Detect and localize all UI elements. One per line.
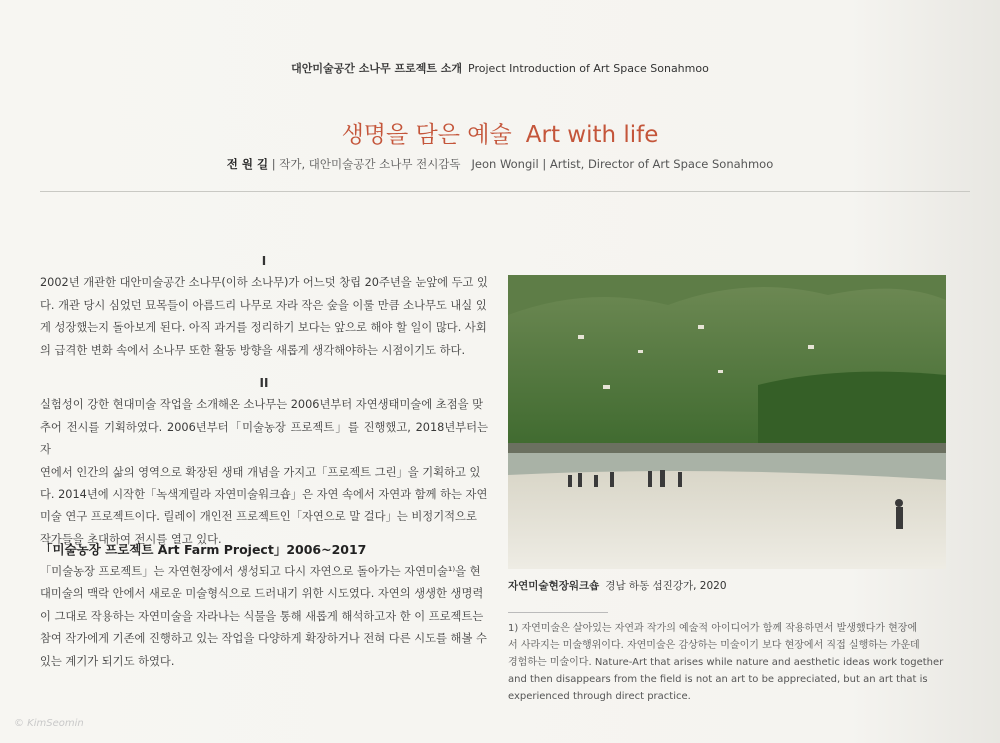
footnote-line: 경험하는 미술이다. Nature-Art that arises while nature and aesthetic ideas work together	[508, 657, 944, 668]
workshop-photo	[508, 275, 946, 569]
section-1	[40, 250, 488, 362]
paragraph-line: 대미술의 맥락 안에서 새로운 미술형식으로 드러내기 위한 시도였다. 자연의 생생한 생명력	[40, 587, 484, 601]
paragraph-line: 「미술농장 프로젝트」는 자연현장에서 생성되고 다시 자연으로 돌아가는 자연미술¹⁾을 현	[40, 565, 481, 578]
article-title	[0, 116, 1000, 149]
photo-caption	[508, 578, 727, 593]
footnote-line: 1) 자연미술은 살아있는 자연과 작가의 예술적 아이디어가 함께 작용하면서 발생했다가 현장에	[508, 623, 918, 634]
subsection-heading: 「미술농장 프로젝트 Art Farm Project」2006~2017	[40, 542, 367, 557]
footnote-divider	[508, 612, 608, 613]
paragraph-line: 이 그대로 작용하는 자연미술을 자라나는 식물을 통해 새롭게 해석하고자 한 이 프로젝트는	[40, 609, 484, 623]
caption-title: 자연미술현장워크숍	[508, 580, 600, 592]
section-numeral: II	[259, 376, 269, 390]
paragraph-line: 실험성이 강한 현대미술 작업을 소개해온 소나무는 2006년부터 자연생태미술에 초점을 맞	[40, 398, 484, 412]
paragraph-line: 의 급격한 변화 속에서 소나무 또한 활동 방향을 새롭게 생각해야하는 시점이기도 하다.	[40, 343, 466, 357]
paragraph-line: 있는 계기가 되기도 하였다.	[40, 654, 175, 668]
paragraph-line: 2002년 개관한 대안미술공간 소나무(이하 소나무)가 어느덧 창립 20주년을 눈앞에 두고 있	[40, 276, 488, 290]
author-name: 전 원 길	[226, 157, 269, 171]
footnote-line: and then disappears from the field is not an art to be appreciated, but an art that is	[508, 674, 928, 685]
series-kicker	[0, 60, 1000, 76]
byline	[0, 156, 1000, 172]
author-role-korean: | 작가, 대안미술공간 소나무 전시감독	[271, 157, 461, 171]
paragraph-line: 연에서 인간의 삶의 영역으로 확장된 생태 개념을 가지고「프로젝트 그린」을 기획하고 있	[40, 465, 481, 479]
kicker-korean: 대안미술공간 소나무 프로젝트 소개	[291, 62, 463, 75]
subsection-body	[40, 561, 488, 673]
paragraph-line: 다. 개관 당시 심었던 묘목들이 아름드리 나무로 자라 작은 숲을 이룰 만큼 소나무도 내실 있	[40, 298, 487, 312]
footnote	[508, 620, 948, 705]
paragraph-line: 참여 작가에게 기존에 진행하고 있는 작업을 다양하게 확장하거나 전혀 다른 시도를 해볼 수	[40, 632, 487, 646]
header-divider	[40, 191, 970, 192]
author-english: Jeon Wongil | Artist, Director of Art Space Sonahmoo	[471, 157, 774, 171]
footnote-line: experienced through direct practice.	[508, 691, 691, 702]
paragraph-line: 미술 연구 프로젝트이다. 릴레이 개인전 프로젝트인「자연으로 말 걸다」는 비정기적으로	[40, 510, 477, 524]
footnote-line: 서 사라지는 미술행위이다. 자연미술은 감상하는 미술이기 보다 현장에서 직접 실행하는 가운데	[508, 640, 920, 651]
kicker-english: Project Introduction of Art Space Sonahmoo	[468, 62, 709, 75]
paragraph-line: 작가들을 초대하여 전시를 열고 있다.	[40, 532, 222, 546]
section-2	[40, 372, 488, 551]
title-english: Art with life	[525, 122, 659, 148]
paragraph-line: 게 성장했는지 돌아보게 된다. 아직 과거를 정리하기 보다는 앞으로 해야 할 일이 많다. 사회	[40, 321, 487, 335]
paragraph-line: 다. 2014년에 시작한「녹색게릴라 자연미술워크숍」은 자연 속에서 자연과 함께 하는 자연	[40, 488, 488, 502]
section-numeral: I	[261, 254, 267, 268]
caption-detail: 경남 하동 섬진강가, 2020	[605, 580, 727, 592]
title-korean: 생명을 담은 예술	[341, 122, 512, 148]
copyright-watermark: © KimSeomin	[14, 718, 84, 729]
paragraph-line: 추어 전시를 기획하였다. 2006년부터「미술농장 프로젝트」를 진행했고, 2018년부터는 자	[40, 420, 488, 457]
